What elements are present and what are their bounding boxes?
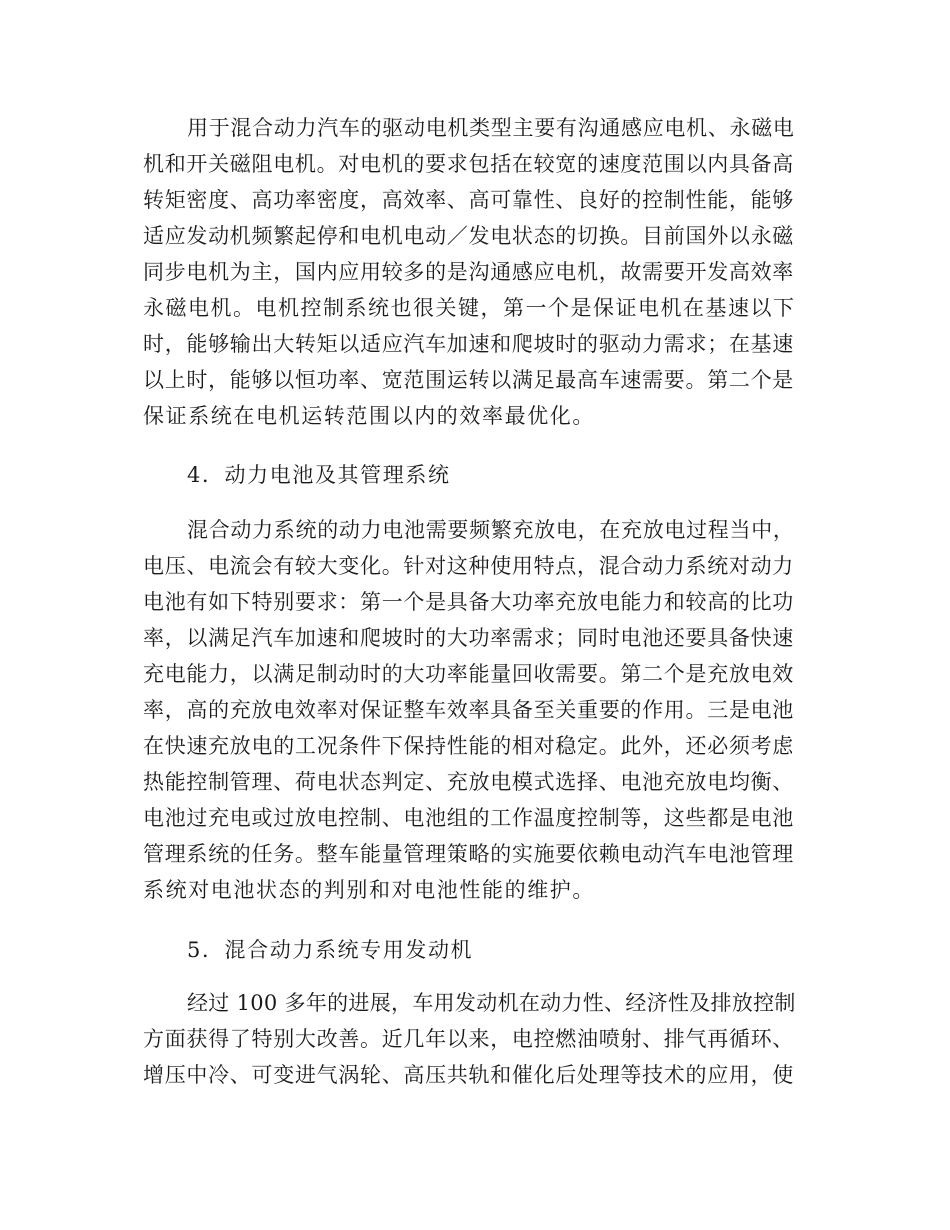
paragraph-1-line-9: 保证系统在电机运转范围以内的效率最优化。 [143, 404, 595, 428]
paragraph-2-line-11: 系统对电池状态的判别和对电池性能的维护。 [143, 878, 595, 902]
paragraph-2-line-5: 充电能力，以满足制动时的大功率能量回收需要。第二个是充放电效 [143, 662, 794, 686]
paragraph-2-line-1: 混合动力系统的动力电池需要频繁充放电，在充放电过程当中， [187, 518, 795, 542]
paragraph-2-line-10: 管理系统的任务。整车能量管理策略的实施要依赖电动汽车电池管理 [143, 842, 794, 866]
paragraph-2-line-6: 率，高的充放电效率对保证整车效率具备至关重要的作用。三是电池 [143, 698, 794, 722]
section-heading-4: 4．动力电池及其管理系统 [187, 463, 451, 487]
paragraph-2-line-4: 率，以满足汽车加速和爬坡时的大功率需求；同时电池还要具备快速 [143, 626, 794, 650]
paragraph-3-line-1: 经过 100 多年的进展，车用发动机在动力性、经济性及排放控制 [187, 991, 796, 1015]
paragraph-2-line-7: 在快速充放电的工况条件下保持性能的相对稳定。此外，还必须考虑 [143, 734, 794, 758]
paragraph-1-line-8: 以上时，能够以恒功率、宽范围运转以满足最高车速需要。第二个是 [143, 368, 794, 392]
paragraph-2-line-8: 热能控制管理、荷电状态判定、充放电模式选择、电池充放电均衡、 [143, 770, 794, 794]
paragraph-1-line-7: 时，能够输出大转矩以适应汽车加速和爬坡时的驱动力需求；在基速 [143, 332, 794, 356]
paragraph-1-line-1: 用于混合动力汽车的驱动电机类型主要有沟通感应电机、永磁电 [187, 116, 795, 140]
paragraph-2-line-9: 电池过充电或过放电控制、电池组的工作温度控制等，这些都是电池 [143, 806, 794, 830]
paragraph-1-line-3: 转矩密度、高功率密度，高效率、高可靠性、良好的控制性能，能够 [143, 188, 794, 212]
paragraph-1-line-4: 适应发动机频繁起停和电机电动／发电状态的切换。目前国外以永磁 [143, 224, 794, 248]
paragraph-2-line-2: 电压、电流会有较大变化。针对这种使用特点，混合动力系统对动力 [143, 554, 794, 578]
section-heading-5: 5．混合动力系统专用发动机 [187, 938, 474, 962]
paragraph-1-line-2: 机和开关磁阻电机。对电机的要求包括在较宽的速度范围以内具备高 [143, 152, 794, 176]
paragraph-1-line-5: 同步电机为主，国内应用较多的是沟通感应电机，故需要开发高效率 [143, 260, 794, 284]
paragraph-3-line-3: 增压中冷、可变进气涡轮、高压共轨和催化后处理等技术的应用，使 [143, 1063, 794, 1087]
paragraph-1-line-6: 永磁电机。电机控制系统也很关键，第一个是保证电机在基速以下 [143, 296, 796, 320]
paragraph-2-line-3: 电池有如下特别要求：第一个是具备大功率充放电能力和较高的比功 [143, 590, 794, 614]
paragraph-3-line-2: 方面获得了特别大改善。近几年以来，电控燃油喷射、排气再循环、 [143, 1027, 794, 1051]
